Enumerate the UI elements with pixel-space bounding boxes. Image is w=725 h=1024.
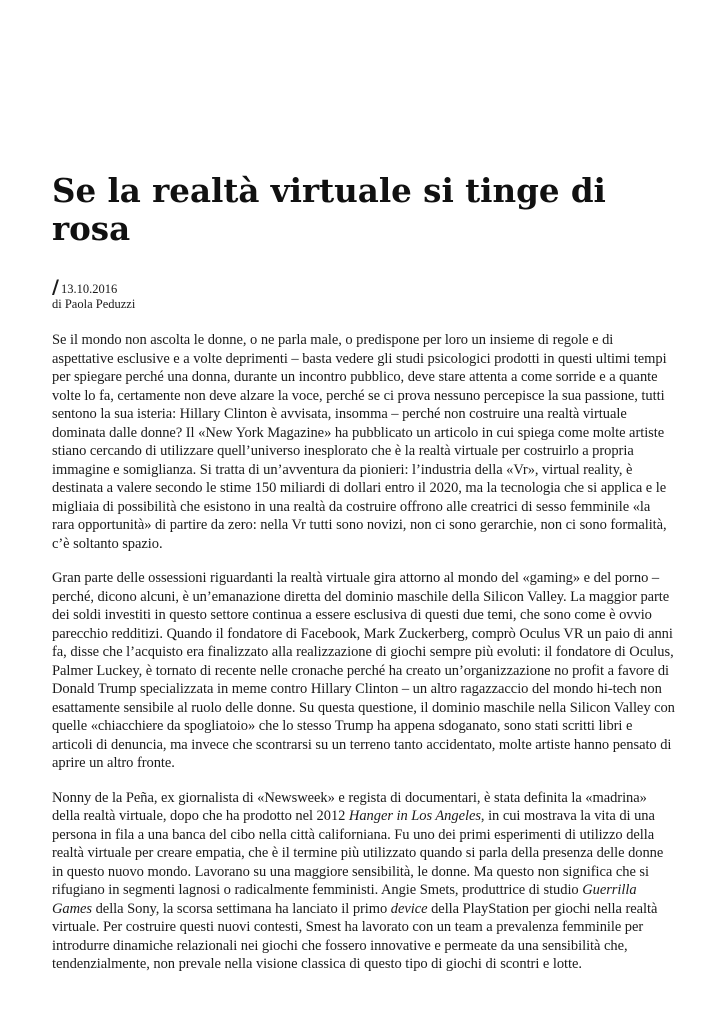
date-line — [52, 276, 675, 298]
article-meta — [52, 276, 675, 312]
author-byline: di Paola Peduzzi — [52, 297, 136, 311]
paragraph-2: Gran parte delle ossessioni riguardanti la realtà virtuale gira attorno al mondo del «gaming» e del porno – perché, dicono alcuni, è un’emanazione diretta del dominio maschile della Silicon Valley. La maggior parte dei soldi investiti in questo settore continua a essere esclusiva di questi due temi, che sono come è ovvio parecchio redditizi. Quando il fondatore di Facebook, Mark Zuckerberg, comprò Oculus VR un paio di anni fa, disse che l’acquisto era finalizzato alla realizzazione di giochi sempre più evoluti: il fondatore di Oculus, Palmer Luckey, è tornato di recente nelle cronache perché ha creato un’organizzazione no profit a favore di Donald Trump specializzata in meme contro Hillary Clinton – un altro ragazzaccio del mondo hi-tech non esattamente sensibile al ruolo delle donne. Su questa questione, il dominio maschile nella Silicon Valley con quelle «chiacchiere da spogliatoio» che lo stesso Trump ha appena sdoganato, sono stati scritti libri e articoli di denuncia, ma invece che scontrarsi su un terreno tanto accidentato, molte artiste hanno pensato di aprire un altro fronte. — [52, 570, 675, 771]
article-title: Se la realtà virtuale si tinge di rosa — [52, 171, 606, 248]
article-page — [52, 172, 675, 990]
paragraph-3-text-a: Nonny de la Peña, ex giornalista di «Newsweek» e regista di documentari, è stata definita la «madrina» della realtà virtuale, dopo che ha prodotto nel 2012 — [52, 789, 647, 824]
publication-date: 13.10.2016 — [60, 282, 118, 296]
studio-name-guerrilla: Guerrilla Games — [52, 882, 637, 917]
paragraph-3-text-g: della PlayStation per giochi nella realtà virtuale. Per costruire questi nuovi contesti, Smest ha lavorato con un team a prevalenza femminile per introdurre dinamiche relazionali nei giochi che fossero innovative e permeate da una sensibilità che, tendenzialmente, non prevale nella visione classica di questo tipo di giochi di scontri e lotte. — [52, 900, 658, 972]
slash-separator: / — [52, 276, 59, 298]
paragraph-1: Se il mondo non ascolta le donne, o ne parla male, o predispone per loro un insieme di regole e di aspettative esclusive e a volte deprimenti – basta vedere gli studi psicologici prodotti in questi ultimi tempi per spiegare perché una donna, durante un incontro pubblico, deve stare attenta a come sorride e a quante volte lo fa, certamente non deve alzare la voce, perché se ci prova nessuno percepisce la sua passione, tutti sentono la sua isteria: Hillary Clinton è avvisata, insomma – perché non costruire una realtà virtuale dominata dalle donne? Il «New York Magazine» ha pubblicato un articolo in cui spiega come molte artiste stiano cercando di utilizzare quell’universo inesplorato che è la realtà virtuale per costruirlo a propria immagine e somiglianza. Si tratta di un’avventura da pionieri: l’industria della «Vr», virtual reality, è destinata a valere secondo le stime 150 miliardi di dollari entro il 2020, ma la tecnologia che si applica e le migliaia di possibilità che esistono in una realtà da costruire offrono alle creatrici di sesso femminile «la rara opportunità» di partire da zero: nella Vr tutti sono novizi, non ci sono gerarchie, non ci sono formalità, c’è soltanto spazio. — [52, 332, 667, 552]
paragraph-3-text-e: della Sony, la scorsa settimana ha lanciato il primo — [92, 900, 391, 917]
paragraph-3 — [52, 789, 675, 974]
term-device: device — [390, 900, 428, 917]
article-body — [52, 331, 675, 974]
work-title-hanger: Hanger in Los Angeles — [348, 808, 481, 824]
paragraph-3-text-c: , in cui mostrava la vita di una persona in fila a una banca del cibo nella città californiana. Fu uno dei primi esperimenti di utilizzo della realtà virtuale per creare empatia, che è il termine più utilizzato quando si parla della presenza delle donne in questo nuovo mondo. Lavorano su una maggiore sensibilità, le donne. Ma questo non significa che si rifugiano in segmenti lagnosi o radicalmente femministi. Angie Smets, produttrice di studio — [52, 808, 664, 898]
